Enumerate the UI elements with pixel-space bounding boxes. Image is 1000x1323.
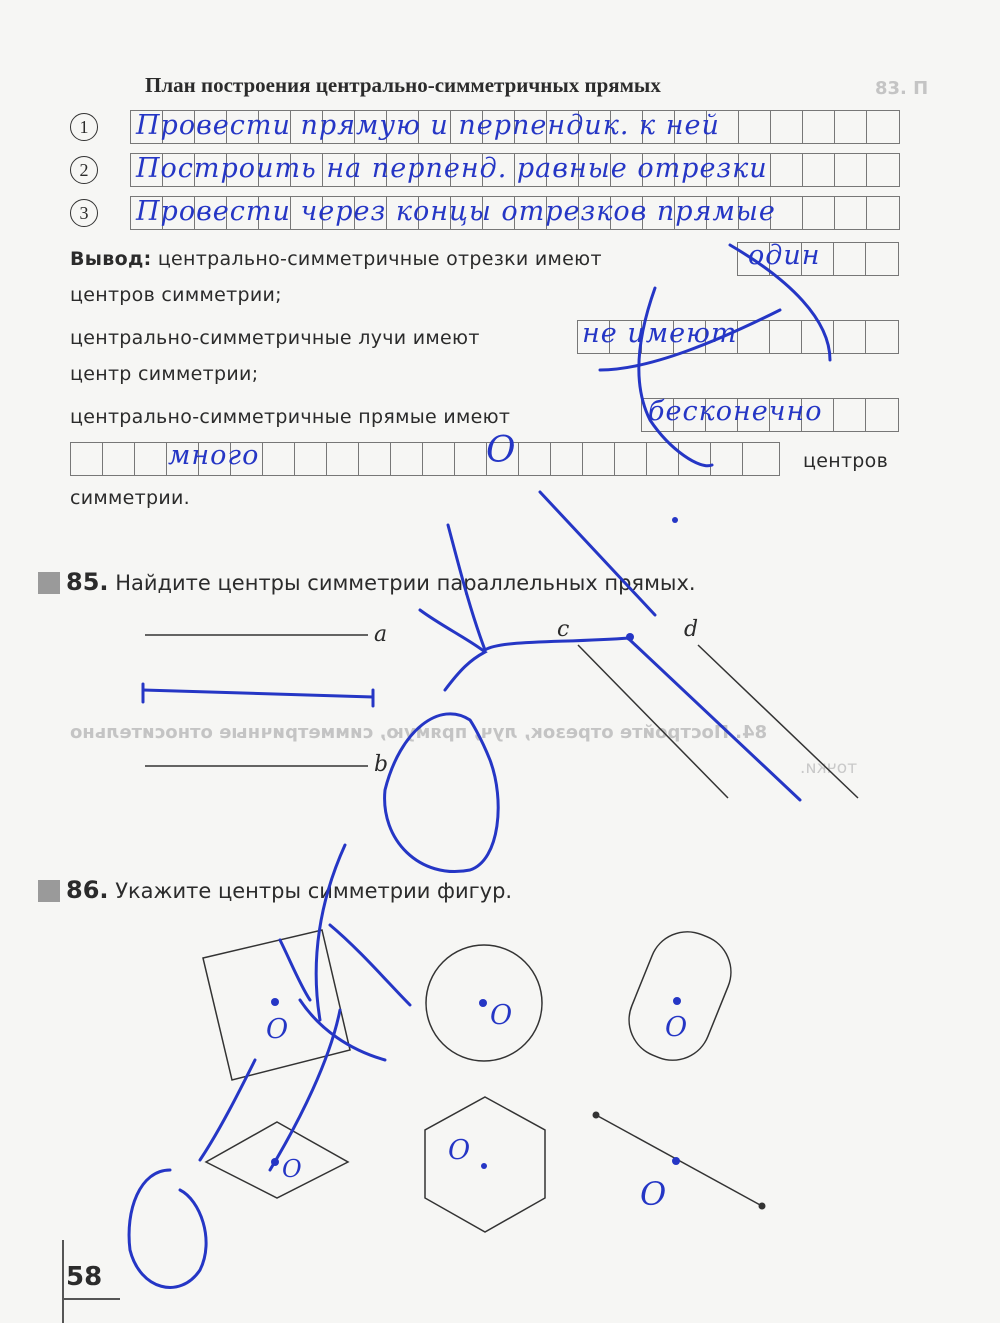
pen-stroke	[200, 1060, 255, 1160]
task-86-number: 86.	[66, 876, 109, 904]
line-d	[698, 645, 858, 798]
pen-loop	[385, 714, 499, 872]
conclusion-text-3b: центров	[803, 450, 889, 472]
pen-stroke	[730, 245, 830, 360]
square-center-mark: O	[266, 1014, 290, 1045]
center-dot	[672, 1157, 680, 1165]
center-dot	[271, 998, 279, 1006]
center-dot	[672, 517, 678, 523]
task-86-text: Укажите центры симметрии фигур.	[115, 879, 513, 903]
capsule-center-mark: O	[665, 1012, 689, 1043]
pen-stroke	[280, 940, 310, 1000]
center-dots	[271, 517, 681, 1169]
step-1-answer[interactable]: Провести прямую и перпендик. к ней	[136, 110, 720, 141]
step-3-answer[interactable]: Провести через концы отрезков прямые	[136, 196, 776, 227]
center-dot	[673, 997, 681, 1005]
conclusion-text-2: центрально-симметричные лучи имеют	[70, 327, 480, 349]
pen-stroke	[330, 925, 410, 1005]
conclusion-text-1b: центров симметрии;	[70, 284, 282, 306]
page-number-underline	[62, 1298, 120, 1300]
page-number: 58	[66, 1262, 103, 1292]
hexagon-center-mark: O	[448, 1135, 472, 1166]
pen-segment	[143, 690, 373, 697]
step-3-number: 3	[70, 199, 98, 227]
conclusion-text-3: центрально-симметричные прямые имеют	[70, 406, 511, 428]
capsule-figure	[618, 920, 743, 1071]
page-margin-line	[62, 1240, 64, 1323]
line-a-label: a	[374, 622, 389, 647]
conclusion-text-3c: симметрии.	[70, 487, 191, 509]
center-dot	[481, 1163, 487, 1169]
answer-2[interactable]: не имеют	[582, 318, 738, 349]
pen-stroke	[540, 492, 655, 615]
pen-stroke	[448, 525, 630, 650]
answer-3a[interactable]: бесконечно	[648, 396, 823, 427]
task-85-number: 85.	[66, 568, 109, 596]
line-c	[578, 645, 728, 798]
segment-center-mark: O	[640, 1175, 668, 1213]
scribble-o: O	[486, 430, 517, 471]
step-2-answer[interactable]: Построить на перпенд. равные отрезки	[136, 153, 768, 184]
answer-1[interactable]: один	[748, 240, 821, 271]
conclusion-text-2b: центр симметрии;	[70, 363, 259, 385]
segment-endpoint	[593, 1112, 600, 1119]
pen-stroke	[300, 1000, 385, 1060]
pen-stroke	[600, 310, 780, 370]
step-1-number: 1	[70, 113, 98, 141]
step-2-number: 2	[70, 156, 98, 184]
pen-parallel	[630, 640, 800, 800]
conclusion-label: Вывод:	[70, 248, 152, 270]
conclusion-text-1: центрально-симметричные отрезки имеют	[157, 248, 602, 270]
line-b-label: b	[374, 752, 390, 777]
rhombus-center-mark: O	[282, 1155, 303, 1183]
pen-loop	[129, 1170, 206, 1287]
ghost-task83: 83. П	[875, 78, 929, 99]
ghost-task84b: точки.	[800, 758, 858, 778]
circle-center-mark: O	[490, 1000, 514, 1031]
task-85-text: Найдите центры симметрии параллельных прямых.	[115, 571, 696, 595]
segment-endpoint	[759, 1203, 766, 1210]
line-d-label: d	[684, 617, 700, 642]
pen-stroke	[639, 288, 712, 466]
answer-3b[interactable]: много	[168, 440, 260, 471]
center-dot	[479, 999, 487, 1007]
line-c-label: c	[557, 617, 571, 642]
plan-title: План построения центрально-симметричных прямых	[145, 73, 661, 97]
ghost-task84: 84. Постройте отрезок, луч, прямую, симметричные относительно	[70, 722, 768, 743]
